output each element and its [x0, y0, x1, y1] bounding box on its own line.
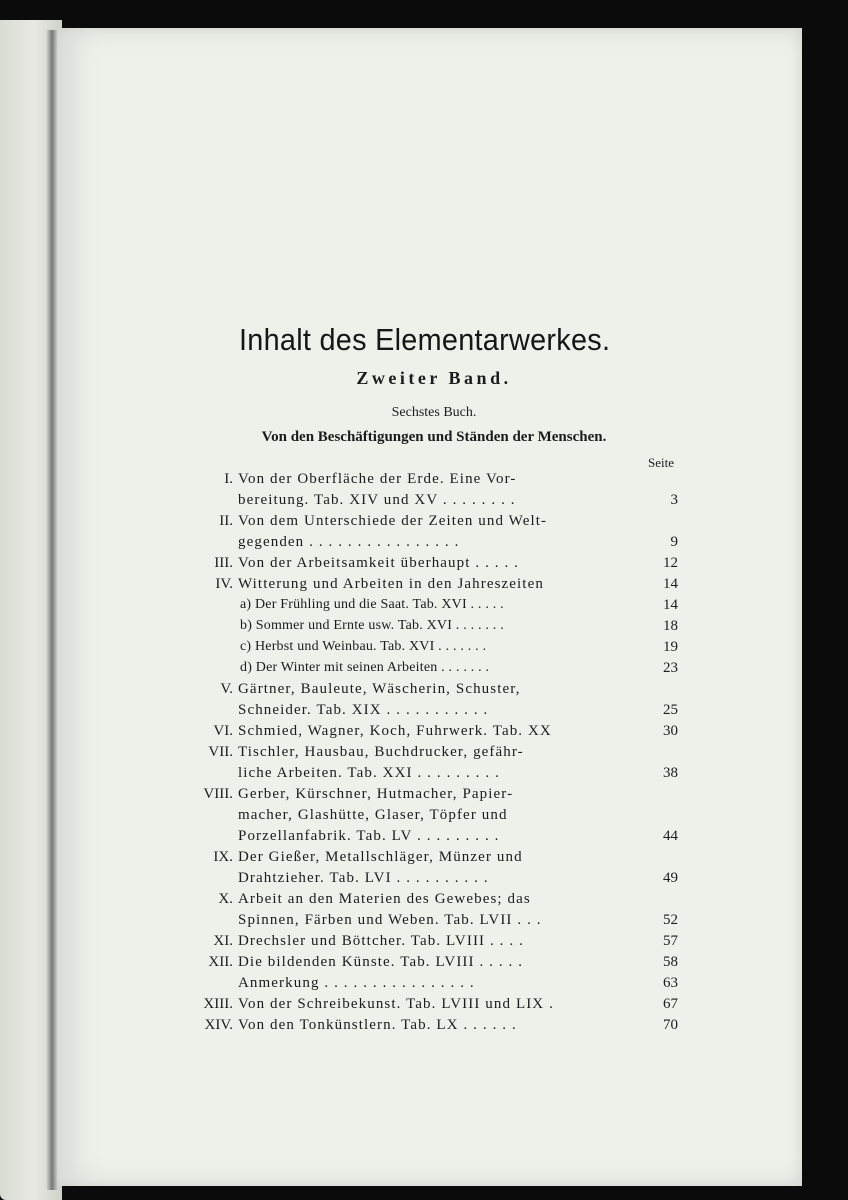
page-title: Inhalt des Elementarwerkes. — [238, 322, 611, 357]
toc-entry — [0, 891, 848, 912]
toc-chapter-number: VII. — [208, 744, 233, 760]
toc-chapter-number: IV. — [215, 576, 233, 592]
toc-chapter-number: IX. — [213, 849, 233, 865]
toc-chapter-number: XII. — [208, 954, 233, 970]
toc-page-number: 9 — [670, 534, 678, 550]
toc-entry-text: Tischler, Hausbau, Buchdrucker, gefähr- — [238, 744, 524, 760]
toc-entry — [0, 954, 848, 975]
toc-page-number: 44 — [663, 828, 678, 844]
book-heading: Sechstes Buch. — [391, 405, 477, 420]
toc-entry-text: Schmied, Wagner, Koch, Fuhrwerk. Tab. XX — [238, 723, 552, 739]
toc-entry-text: Die bildenden Künste. Tab. LVIII . . . . . — [238, 954, 524, 970]
toc-entry-text: Drechsler und Böttcher. Tab. LVIII . . . . — [238, 933, 524, 949]
toc-entry-text: Anmerkung . . . . . . . . . . . . . . . . — [238, 975, 475, 991]
toc-entry — [0, 870, 848, 891]
toc-entry-text: Gärtner, Bauleute, Wäscherin, Schuster, — [238, 681, 521, 697]
toc-page-number: 19 — [663, 639, 678, 655]
toc-entry — [0, 1017, 848, 1038]
toc-page-number: 70 — [663, 1017, 678, 1033]
toc-chapter-number: XIV. — [204, 1017, 233, 1033]
toc-page-number: 18 — [663, 618, 678, 634]
toc-entry-text: Von der Schreibekunst. Tab. LVIII und LIX . — [238, 996, 554, 1012]
toc-entry — [0, 534, 848, 555]
toc-entry-text: Spinnen, Färben und Weben. Tab. LVII . . . — [238, 912, 542, 928]
toc-entry-text: Porzellanfabrik. Tab. LV . . . . . . . . . — [238, 828, 500, 844]
volume-subtitle: Zweiter Band. — [356, 368, 512, 388]
toc-entry-text: d) Der Winter mit seinen Arbeiten . . . . . . . — [240, 660, 490, 675]
toc-entry — [0, 492, 848, 513]
toc-entry — [0, 975, 848, 996]
toc-entry-text: Von dem Unterschiede der Zeiten und Welt- — [238, 513, 548, 529]
toc-entry-text: c) Herbst und Weinbau. Tab. XVI . . . . . . . — [240, 639, 487, 654]
toc-entry-text: Gerber, Kürschner, Hutmacher, Papier- — [238, 786, 514, 802]
toc-chapter-number: XIII. — [203, 996, 233, 1012]
toc-page-number: 49 — [663, 870, 678, 886]
toc-chapter-number: X. — [218, 891, 233, 907]
toc-page-number: 63 — [663, 975, 678, 991]
toc-chapter-number: III. — [214, 555, 233, 571]
toc-entry-text: Arbeit an den Materien des Gewebes; das — [238, 891, 531, 907]
toc-entry — [0, 912, 848, 933]
toc-chapter-number: II. — [219, 513, 233, 529]
toc-entry — [0, 618, 848, 639]
toc-entry-text: bereitung. Tab. XIV und XV . . . . . . . . — [238, 492, 516, 508]
toc-page-number: 58 — [663, 954, 678, 970]
toc-page-number: 52 — [663, 912, 678, 928]
toc-entry-text: Von den Tonkünstlern. Tab. LX . . . . . . — [238, 1017, 517, 1033]
toc-entry-text: b) Sommer und Ernte usw. Tab. XVI . . . . . . . — [240, 618, 504, 633]
toc-chapter-number: I. — [224, 471, 233, 487]
toc-entry-text: Schneider. Tab. XIX . . . . . . . . . . . — [238, 702, 489, 718]
toc-entry — [0, 471, 848, 492]
toc-page-number: 14 — [663, 597, 678, 613]
toc-entry — [0, 765, 848, 786]
toc-chapter-number: XI. — [213, 933, 233, 949]
toc-page-number: 57 — [663, 933, 678, 949]
toc-entry-text: Von der Oberfläche der Erde. Eine Vor- — [238, 471, 517, 487]
toc-page-number: 38 — [663, 765, 678, 781]
toc-entry — [0, 849, 848, 870]
toc-entry — [0, 786, 848, 807]
toc-page-number: 12 — [663, 555, 678, 571]
toc-page-number: 67 — [663, 996, 678, 1012]
toc-entry-text: a) Der Frühling und die Saat. Tab. XVI . . . . . — [240, 597, 504, 612]
toc-entry — [0, 681, 848, 702]
toc-entry — [0, 996, 848, 1017]
toc-entry-text: liche Arbeiten. Tab. XXI . . . . . . . . . — [238, 765, 500, 781]
toc-entry — [0, 933, 848, 954]
toc-chapter-number: VI. — [213, 723, 233, 739]
toc-entry — [0, 660, 848, 681]
toc-page-number: 3 — [670, 492, 678, 508]
toc-entry-text: macher, Glashütte, Glaser, Töpfer und — [238, 807, 508, 823]
toc-entry — [0, 597, 848, 618]
toc-page-number: 30 — [663, 723, 678, 739]
toc-entry — [0, 555, 848, 576]
toc-entry-text: Der Gießer, Metallschläger, Münzer und — [238, 849, 523, 865]
toc-entry — [0, 513, 848, 534]
toc-entry-text: Witterung und Arbeiten in den Jahreszeiten — [238, 576, 544, 592]
toc-entry — [0, 744, 848, 765]
toc-page-number: 14 — [663, 576, 678, 592]
toc-entry-text: Von der Arbeitsamkeit überhaupt . . . . . — [238, 555, 520, 571]
toc-entry — [0, 807, 848, 828]
toc-entry-text: gegenden . . . . . . . . . . . . . . . . — [238, 534, 460, 550]
toc-entry-text: Drahtzieher. Tab. LVI . . . . . . . . . . — [238, 870, 489, 886]
book-subheading: Von den Beschäftigungen und Ständen der Menschen. — [261, 429, 607, 445]
page-column-label: Seite — [648, 455, 674, 470]
toc-chapter-number: V. — [220, 681, 233, 697]
toc-entry — [0, 702, 848, 723]
toc-entry — [0, 639, 848, 660]
toc-entry — [0, 576, 848, 597]
toc-page-number: 23 — [663, 660, 678, 676]
toc-entry — [0, 723, 848, 744]
toc-page-number: 25 — [663, 702, 678, 718]
toc-chapter-number: VIII. — [203, 786, 233, 802]
toc-entry — [0, 828, 848, 849]
